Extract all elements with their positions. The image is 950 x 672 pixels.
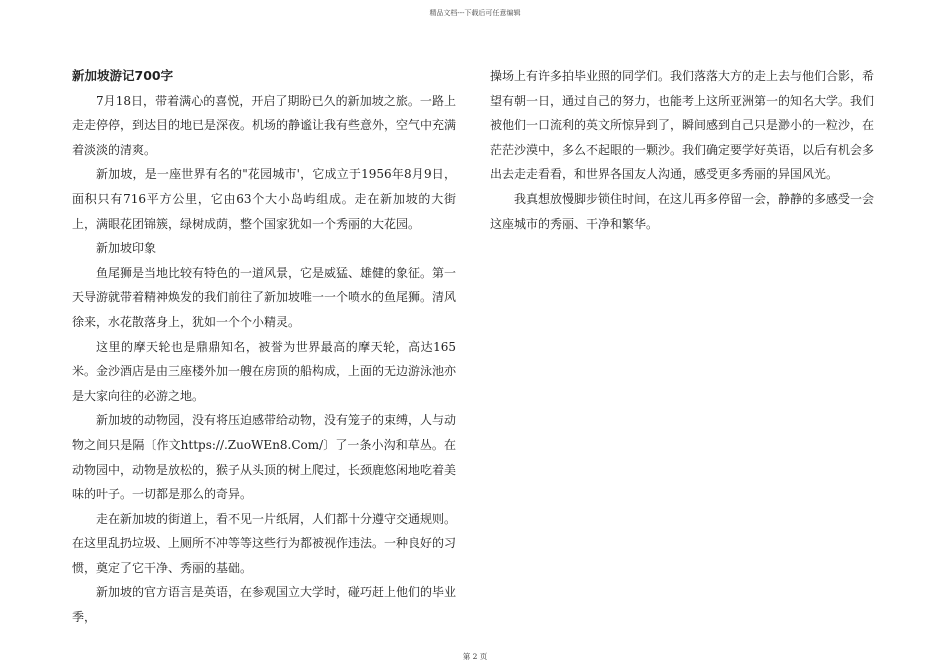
article-title: 新加坡游记700字	[72, 68, 174, 83]
paragraph: 走在新加坡的街道上，看不见一片纸屑，人们都十分遵守交通规则。在这里乱扔垃圾、上厕所不冲等等这些行为都被视作违法。一种良好的习惯，奠定了它干净、秀丽的基础。	[72, 511, 457, 575]
left-column	[72, 64, 456, 630]
paragraph: 这里的摩天轮也是鼎鼎知名，被誉为世界最高的摩天轮，高达165米。金沙酒店是由三座楼外加一艘在房顶的船构成，上面的无边游泳池亦是大家向往的必游之地。	[72, 339, 457, 403]
page-number: 第 2 页	[462, 652, 488, 661]
paragraph: 新加坡的动物园，没有将压迫感带给动物，没有笼子的束缚，人与动物之间只是隔〔作文https://.ZuoWEn8.Com/〕了一条小沟和草丛。在动物园中，动物是放松的，猴子从头顶的树上爬过，长颈鹿悠闲地吃着美味的叶子。一切都是那么的奇异。	[72, 413, 457, 502]
section-heading: 新加坡印象	[96, 241, 157, 256]
paragraph: 鱼尾狮是当地比较有特色的一道风景，它是威猛、雄健的象征。第一天导游就带着精神焕发的我们前往了新加坡唯一一个喷水的鱼尾狮。清风徐来，水花散落身上，犹如一个个小精灵。	[72, 265, 457, 329]
page-header: 精品文档---下载后可任意编辑	[429, 9, 521, 17]
paragraph: 新加坡的官方语言是英语，在参观国立大学时，碰巧赶上他们的毕业季，	[72, 585, 457, 625]
paragraph: 我真想放慢脚步锁住时间，在这儿再多停留一会，静静的多感受一会这座城市的秀丽、干净和繁华。	[490, 191, 875, 231]
paragraph: 新加坡，是一座世界有名的"花园城市'，它成立于1956年8月9日，面积只有716平方公里，它由63个大小岛屿组成。走在新加坡的大街上，满眼花团锦簇，绿树成荫，整个国家犹如一个秀丽的大花园。	[72, 167, 456, 231]
paragraph-continuation: 操场上有许多拍毕业照的同学们。我们落落大方的走上去与他们合影，希望有朝一日，通过自己的努力，也能考上这所亚洲第一的知名大学。我们被他们一口流利的英文所惊异到了，瞬间感到自己只是渺小的一粒沙，在茫茫沙漠中，多么不起眼的一颗沙。我们确定要学好英语，以后有机会多出去走走看看，和世界各国友人沟通，感受更多秀丽的异国风光。	[490, 69, 875, 182]
right-column	[490, 64, 874, 236]
paragraph: 7月18日，带着满心的喜悦，开启了期盼已久的新加坡之旅。一路上走走停停，到达目的地已是深夜。机场的静谧让我有些意外，空气中充满着淡淡的清爽。	[72, 93, 457, 157]
